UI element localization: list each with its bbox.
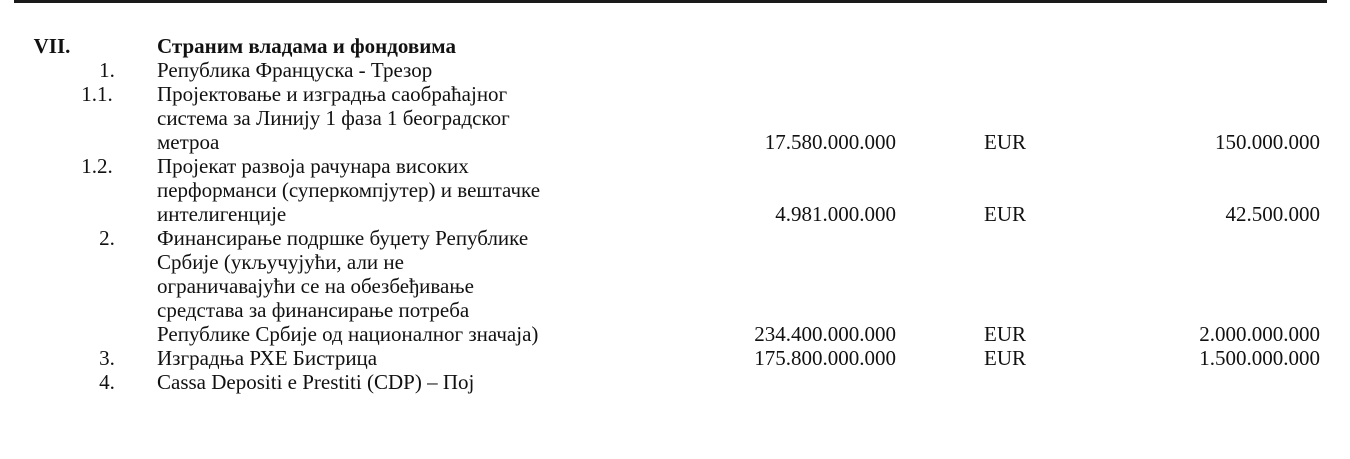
- amount-original: 150.000.000: [1215, 130, 1320, 154]
- list-item-3: [0, 346, 1350, 370]
- item-text: Cassa Depositi e Prestiti (CDP) – Пој: [157, 370, 475, 394]
- item-number: 2.: [99, 226, 115, 250]
- item-text: интелигенције: [157, 202, 287, 226]
- item-number: 3.: [99, 346, 115, 370]
- item-text: ограничавајући се на обезбеђивање: [157, 274, 474, 298]
- list-item-2-cont: [0, 250, 1350, 274]
- top-horizontal-rule: [14, 0, 1327, 3]
- item-number: 1.2.: [81, 154, 113, 178]
- item-text: Финансирање подршке буџету Републике: [157, 226, 529, 250]
- list-item-1-2-cont: [0, 178, 1350, 202]
- currency: EUR: [984, 202, 1026, 226]
- list-item-2: [0, 226, 1350, 250]
- list-item-1-2: [0, 154, 1350, 178]
- list-item-2-cont: [0, 274, 1350, 298]
- amount-original: 42.500.000: [1225, 202, 1320, 226]
- item-text: Србије (укључујући, али не: [157, 250, 404, 274]
- item-text: система за Линију 1 фаза 1 београдског: [157, 106, 510, 130]
- item-text: перформанси (суперкомпјутер) и вештачке: [157, 178, 541, 202]
- item-text: Пројекат развоја рачунара високих: [157, 154, 469, 178]
- item-text: Република Француска - Трезор: [157, 58, 433, 82]
- section-heading: [0, 34, 1350, 58]
- list-item-2-cont: [0, 322, 1350, 346]
- item-number: 1.: [99, 58, 115, 82]
- item-number: 1.1.: [81, 82, 113, 106]
- item-text: Пројектовање и изградња саобраћајног: [157, 82, 508, 106]
- list-item-1-1-cont: [0, 106, 1350, 130]
- list-item-1-1-cont: [0, 130, 1350, 154]
- currency: EUR: [984, 346, 1026, 370]
- item-text: метроа: [157, 130, 220, 154]
- list-item-1-1: [0, 82, 1350, 106]
- amount-original: 2.000.000.000: [1199, 322, 1320, 346]
- amount-rsd: 175.800.000.000: [754, 346, 896, 370]
- amount-rsd: 234.400.000.000: [754, 322, 896, 346]
- item-number: 4.: [99, 370, 115, 394]
- item-text: Изградња РХЕ Бистрица: [157, 346, 378, 370]
- section-number: VII.: [33, 34, 71, 58]
- list-item-1-2-cont: [0, 202, 1350, 226]
- list-item-2-cont: [0, 298, 1350, 322]
- amount-rsd: 4.981.000.000: [775, 202, 896, 226]
- item-text: Републике Србије од националног значаја): [157, 322, 539, 346]
- amount-rsd: 17.580.000.000: [764, 130, 896, 154]
- currency: EUR: [984, 130, 1026, 154]
- currency: EUR: [984, 322, 1026, 346]
- list-item-4: [0, 370, 1350, 394]
- section-title: Страним владама и фондовима: [157, 34, 456, 58]
- amount-original: 1.500.000.000: [1199, 346, 1320, 370]
- item-text: средстава за финансирање потреба: [157, 298, 470, 322]
- list-item-1: [0, 58, 1350, 82]
